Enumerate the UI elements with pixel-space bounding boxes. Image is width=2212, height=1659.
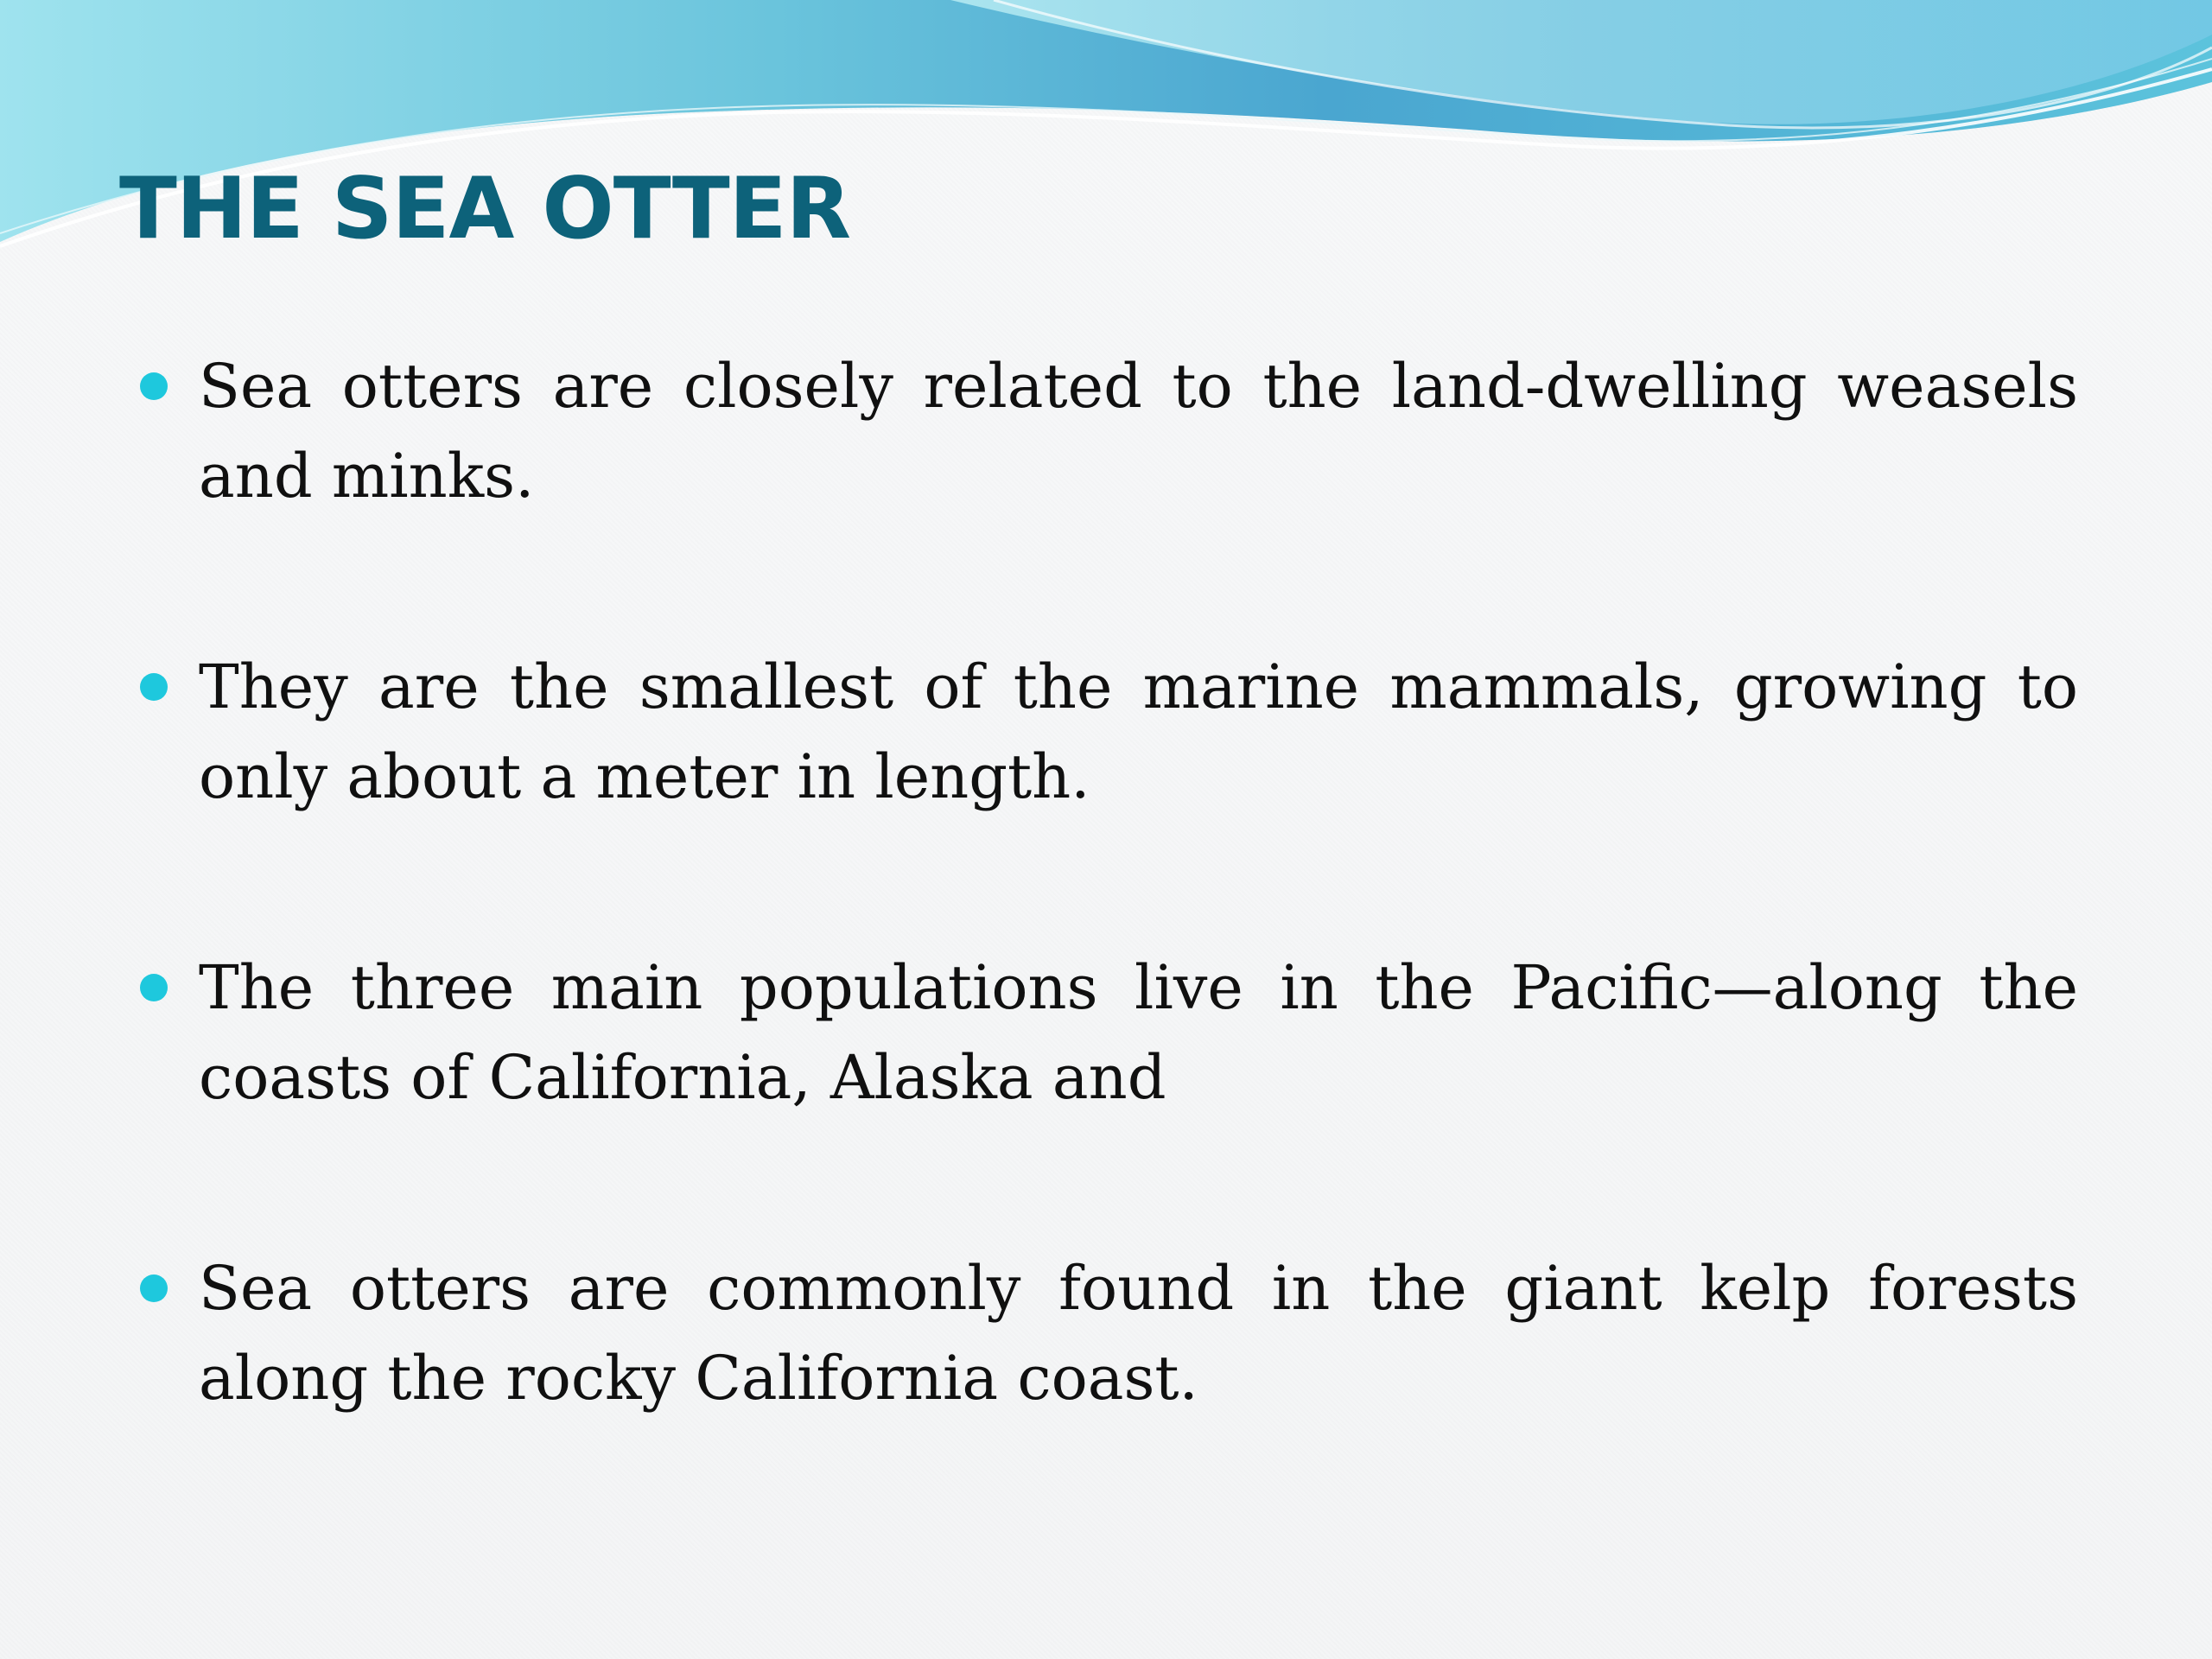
bullet-dot-icon xyxy=(140,974,168,1001)
bullet-dot-icon xyxy=(140,1274,168,1302)
bullet-dot-icon xyxy=(140,673,168,701)
bullet-text-3: The three main populations live in the Pacific—along the coasts of California, Alaska and xyxy=(199,952,2078,1113)
bullet-text-4: Sea otters are commonly found in the giant kelp forests along the rocky California coast. xyxy=(199,1253,2078,1414)
slide-title: THE SEA OTTER xyxy=(119,160,851,258)
bullet-text-1: Sea otters are closely related to the land-dwelling weasels and minks. xyxy=(199,351,2078,512)
bullet-text-2: They are the smallest of the marine mammals, growing to only about a meter in length. xyxy=(199,652,2078,812)
bullet-dot-icon xyxy=(140,372,168,400)
